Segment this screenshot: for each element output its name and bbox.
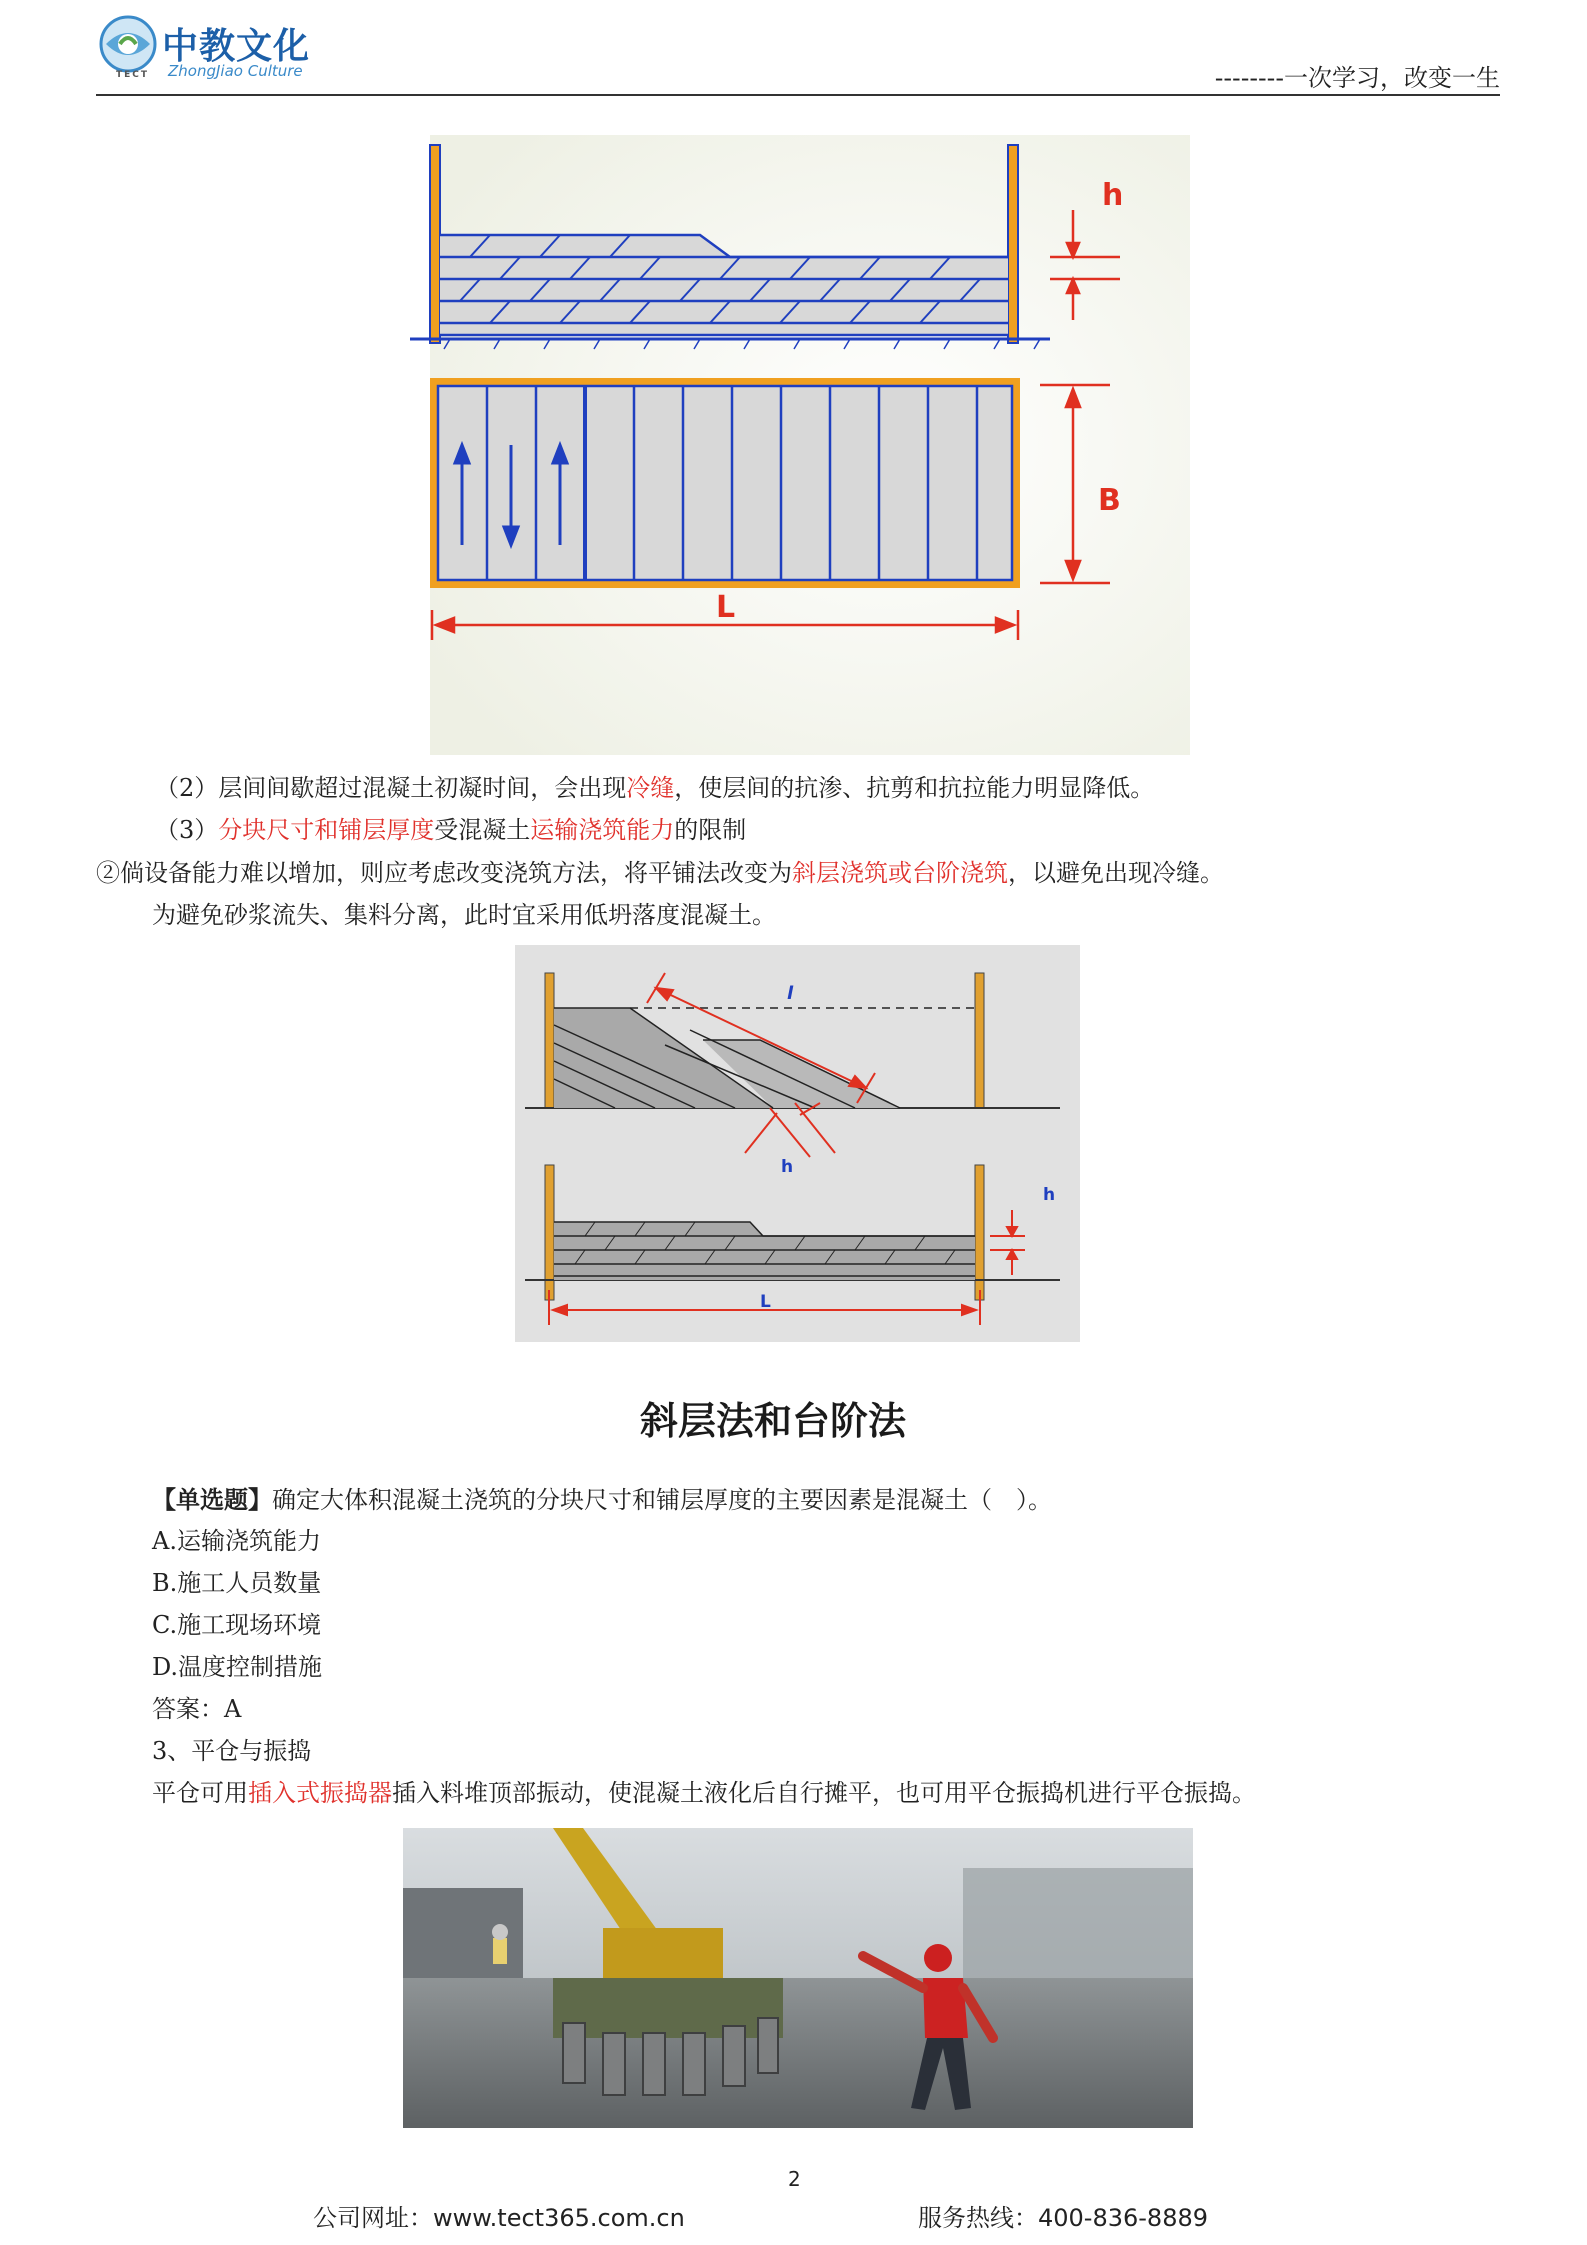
p1-suffix: ，使层间的抗渗、抗剪和抗拉能力明显降低。 [674, 774, 1155, 802]
question-stem [152, 1483, 1052, 1517]
label-B: B [1098, 483, 1121, 518]
logo-tect: TECT [116, 70, 150, 80]
label-L-step: L [760, 1292, 771, 1312]
question-text: 确定大体积混凝土浇筑的分块尺寸和铺层厚度的主要因素是混凝土（ ）。 [272, 1486, 1052, 1514]
figure-caption: 斜层法和台阶法 [640, 1399, 907, 1443]
answer: 答案：A [152, 1695, 242, 1723]
label-h-step: h [1043, 1185, 1056, 1205]
option-c: C.施工现场环境 [152, 1611, 322, 1639]
p1-emphasis: 冷缝 [626, 774, 675, 802]
paragraph-limit [155, 813, 746, 847]
s3-prefix: 平仓可用 [152, 1779, 248, 1807]
p2-emphasis-2: 运输浇筑能力 [530, 816, 675, 844]
p3-prefix: ②倘设备能力难以增加，则应考虑改变浇筑方法，将平铺法改变为 [96, 859, 792, 887]
section-paragraph [152, 1776, 1256, 1810]
header-slogan: --------一次学习，改变一生 [1214, 64, 1500, 92]
logo-english: ZhongJiao Culture [168, 62, 303, 80]
p3-emphasis: 斜层浇筑或台阶浇筑 [792, 859, 1008, 887]
p2-emphasis-1: 分块尺寸和铺层厚度 [218, 816, 435, 844]
p1-prefix: （2）层间间歇超过混凝土初凝时间，会出现 [155, 774, 627, 802]
p2-prefix: （3） [155, 816, 219, 844]
label-h-slope: h [781, 1157, 794, 1177]
paragraph-method-change [96, 856, 1224, 890]
label-L: L [716, 590, 736, 625]
brand-logo [96, 14, 336, 86]
header-divider [96, 94, 1500, 96]
slope-step-diagram [515, 945, 1080, 1342]
paragraph-cold-joint [155, 771, 1154, 805]
logo-chinese: 中教文化 [162, 26, 311, 67]
paragraph-low-slump: 为避免砂浆流失、集料分离，此时宜采用低坍落度混凝土。 [152, 901, 776, 929]
section-title: 3、平仓与振捣 [152, 1737, 312, 1765]
page-number: 2 [788, 2167, 801, 2191]
option-d: D.温度控制措施 [152, 1653, 323, 1681]
option-a: A.运输浇筑能力 [152, 1527, 321, 1555]
footer-hotline: 服务热线：400-836-8889 [918, 2204, 1209, 2232]
label-l: l [787, 983, 794, 1004]
question-tag: 【单选题】 [152, 1485, 272, 1514]
s3-emphasis: 插入式振捣器 [248, 1779, 392, 1807]
vibrator-photo [403, 1828, 1193, 2128]
p2-suffix: 的限制 [674, 816, 747, 844]
label-h: h [1102, 178, 1124, 213]
footer-website: 公司网址：www.tect365.com.cn [313, 2204, 685, 2232]
s3-suffix: 插入料堆顶部振动，使混凝土液化后自行摊平，也可用平仓振捣机进行平仓振捣。 [392, 1779, 1256, 1807]
option-b: B.施工人员数量 [152, 1569, 322, 1597]
flat-layer-diagram [410, 115, 1190, 755]
p3-suffix: ，以避免出现冷缝。 [1008, 859, 1224, 887]
p2-mid: 受混凝土 [434, 816, 531, 844]
